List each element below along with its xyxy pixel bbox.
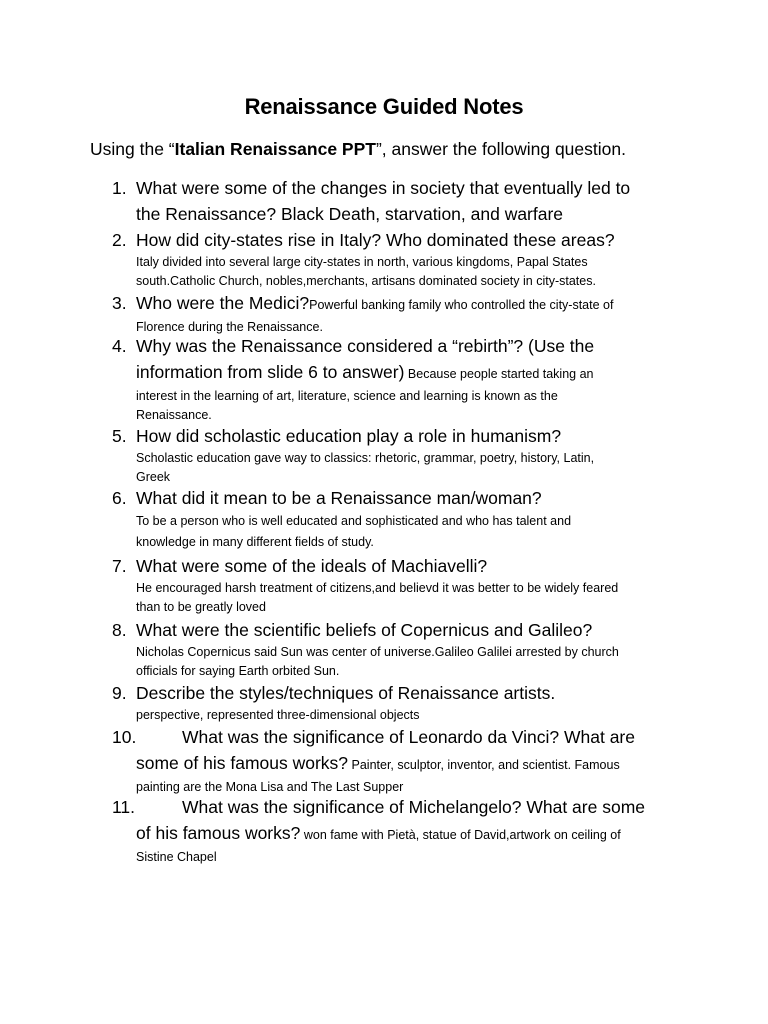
answer-text: Greek [136,470,171,484]
question-5 [112,423,696,487]
question-9 [112,680,696,725]
question-text: information from slide 6 to answer) [136,362,405,382]
question-text: How did city-states rise in Italy? Who dominated these areas? [136,230,615,250]
question-line: What were some of the changes in society that eventually led to [136,178,631,198]
question-number: 2. [112,230,127,250]
answer-text: officials for saying Earth orbited Sun. [136,664,340,678]
question-text: What was the significance of Michelangelo? What are some [182,797,646,817]
question-number: 4. [112,336,127,356]
answer-text: Nicholas Copernicus said Sun was center of universe.Galileo Galilei arrested by church [136,645,619,659]
answer-text: Because people started taking an [404,367,594,381]
question-text: What were some of the ideals of Machiavelli? [136,556,488,576]
answer-text: To be a person who is well educated and sophisticated and who has talent and [136,514,572,528]
answer-text: than to be greatly loved [136,600,266,614]
question-text: What did it mean to be a Renaissance man/woman? [136,488,542,508]
question-6 [112,485,696,553]
question-text: How did scholastic education play a role in humanism? [136,426,562,446]
question-line [136,724,696,750]
question-text: What were the scientific beliefs of Copernicus and Galileo? [136,620,593,640]
question-2 [112,227,696,291]
question-number: 11. [112,797,136,817]
question-line [136,290,696,318]
intro-after: ”, answer the following question. [375,139,626,159]
answer-text: Florence during the Renaissance. [136,320,323,334]
question-3 [112,290,696,337]
answer-text: painting are the Mona Lisa and The Last Supper [136,780,404,794]
answer-text: perspective, represented three-dimensional objects [136,708,420,722]
intro-bold: Italian Renaissance PPT [174,139,376,159]
question-10 [112,724,696,797]
question-number: 1. [112,178,127,198]
answer-text: Sistine Chapel [136,850,217,864]
intro-line [90,139,626,160]
question-text: some of his famous works? [136,753,349,773]
answer-text: interest in the learning of art, literature, science and learning is known as the [136,389,558,403]
question-number: 8. [112,620,127,640]
question-line [136,820,696,848]
answer-text: He encouraged harsh treatment of citizens,and believd it was better to be widely feared [136,581,619,595]
answer-text: Powerful banking family who controlled the city-state of [309,298,614,312]
answer-text: south.Catholic Church, nobles,merchants, artisans dominated society in city-states. [136,274,596,288]
question-number: 7. [112,556,127,576]
question-line [136,794,696,820]
question-line: Why was the Renaissance considered a “rebirth”? (Use the [136,336,595,356]
question-text: What was the significance of Leonardo da Vinci? What are [182,727,635,747]
question-4 [112,333,696,425]
question-number: 10. [112,727,137,747]
question-text: of his famous works? [136,823,301,843]
question-7 [112,553,696,617]
question-8 [112,617,696,681]
answer-text: knowledge in many different fields of study. [136,535,374,549]
question-number: 5. [112,426,127,446]
answer-text: Italy divided into several large city-states in north, various kingdoms, Papal States [136,255,588,269]
question-line [136,750,696,778]
page-title: Renaissance Guided Notes [244,94,524,119]
answer-text: Renaissance. [136,408,212,422]
question-11 [112,794,696,867]
intro-before: Using the “ [90,139,175,159]
question-line-answer: the Renaissance? Black Death, starvation, and warfare [136,204,564,224]
question-number: 9. [112,683,127,703]
answer-text: Painter, sculptor, inventor, and scientist. Famous [348,758,620,772]
question-text: Describe the styles/techniques of Renaissance artists. [136,683,556,703]
answer-text: won fame with Pietà, statue of David,artwork on ceiling of [300,828,621,842]
question-text: Who were the Medici? [136,293,310,313]
answer-text: Scholastic education gave way to classics: rhetoric, grammar, poetry, history, Latin, [136,451,595,465]
question-1 [112,175,696,227]
question-line [136,359,696,387]
question-number: 6. [112,488,127,508]
question-number: 3. [112,293,127,313]
